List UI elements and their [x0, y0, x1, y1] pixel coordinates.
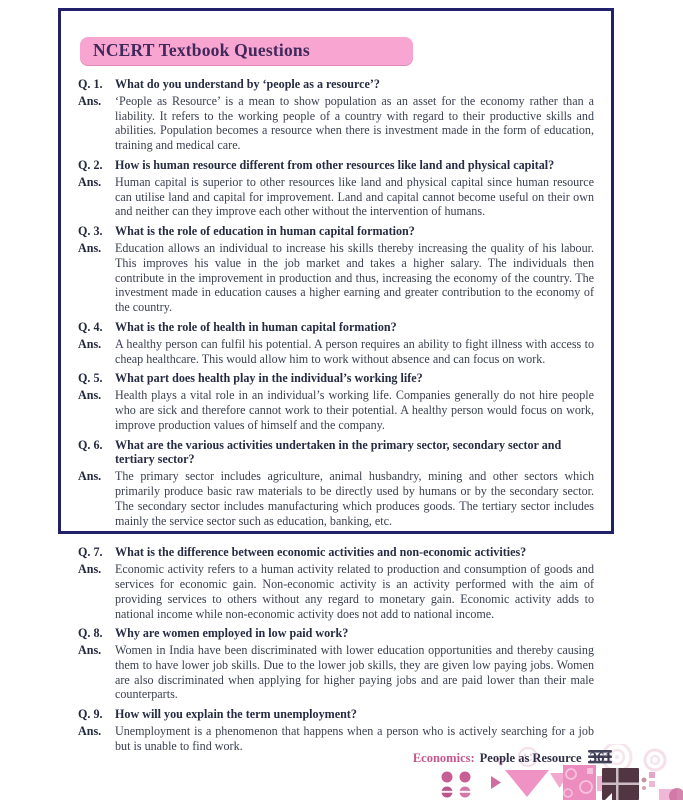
question-text: What do you understand by ‘people as a resource’?	[115, 77, 380, 91]
answer-label: Ans.	[78, 93, 102, 108]
answer-text: Economic activity refers to a human activity related to production and consumption of goods and services for economic gain. Non-economic activity is an activity performed with the aim of providing services to others without any regard to monetary gain. Economic activity adds to national income while non-economic activity does not add to national income.	[115, 562, 594, 621]
answer-text: Unemployment is a phenomenon that happens when a person who is actively searching for a job but is unable to find work.	[115, 724, 594, 753]
page-footer	[413, 750, 612, 767]
triangle-down-large-icon	[505, 770, 549, 797]
question-text: What are the various activities undertaken in the primary sector, secondary sector and tertiary sector?	[115, 437, 562, 467]
ncert-bordered-section	[58, 8, 614, 534]
answer-text: Women in India have been discriminated with lower education opportunities and thereby causing them to have lower job skills. Due to the lower job skills, they are given low paying jobs. Women are also discriminated when applying for higher paying jobs and are paid lower than their male counterparts.	[115, 643, 594, 702]
answer-text: ‘People as Resource’ is a mean to show population as an asset for the economy rather than a liability. It refers to the working people of a country with regard to their productive skills and abilities. Population becomes a resource when there is investment made in the form of education, training and medical care.	[115, 93, 594, 153]
question-label: Q. 4.	[78, 319, 103, 334]
question-text: How is human resource different from other resources like land and physical capital?	[115, 157, 555, 172]
edge-strip-decoration	[659, 788, 683, 800]
answer-text: Education allows an individual to increase his skills thereby increasing the quality of his labour. This improves his value in the job market and takes a higher salary. The individuals then contribute in the improvement in production and thus, increasing the economy of the country. The investment made in education causes a higher earning and greater contribution to the economy of the country.	[115, 240, 594, 315]
answer-label: Ans.	[78, 174, 102, 189]
side-accent-dots	[642, 772, 656, 790]
qa-block	[78, 320, 594, 366]
answer-text: Health plays a vital role in an individual’s working life. Companies generally do not hire people who are sick and therefore cannot work to their potential. A healthy person would focus on work, improve production values of himself and the company.	[115, 388, 594, 432]
qa-block	[78, 371, 594, 432]
answer-label: Ans.	[78, 469, 102, 484]
question-label: Q. 5.	[78, 371, 103, 386]
answer-label: Ans.	[78, 388, 102, 403]
window-grid-icon	[602, 768, 639, 800]
question-text: What part does health play in the individual’s working life?	[115, 371, 423, 386]
footer-chapter: People as Resource	[479, 751, 582, 765]
answer-label: Ans.	[78, 240, 102, 255]
question-label: Q. 8.	[78, 626, 103, 641]
answer-label: Ans.	[78, 336, 102, 351]
arrow-right-icon	[491, 776, 501, 789]
qa-block	[78, 224, 594, 315]
footer-subject: Economics:	[412, 751, 475, 765]
qa-block	[78, 77, 594, 153]
answer-text: The primary sector includes agriculture, animal husbandry, mining and other sectors which primarily produce basic raw materials to be directly used by humans or by the secondary sector. The secondary sector includes manufacturing which produces goods. The tertiary sector includes mainly the service sector such as education, banking, etc.	[115, 469, 594, 528]
question-label: Q. 3.	[78, 224, 103, 239]
target-circles-icon	[603, 744, 665, 771]
qa-list-below-box	[78, 545, 594, 753]
question-text: How will you explain the term unemployment?	[115, 707, 357, 722]
pattern-square-icon	[563, 765, 596, 800]
qa-block	[78, 438, 594, 529]
question-label: Q. 9.	[78, 707, 103, 722]
question-label: Q. 7.	[78, 545, 103, 560]
qa-block	[78, 158, 594, 219]
question-text: What is the difference between economic activities and non-economic activities?	[115, 545, 527, 560]
question-label: Q. 2.	[78, 157, 103, 172]
question-label: Q. 6.	[78, 437, 103, 452]
question-text: What is the role of health in human capital formation?	[115, 319, 397, 334]
dots-grid-icon	[440, 772, 471, 798]
question-text: What is the role of education in human capital formation?	[115, 224, 415, 239]
footer-page-number: 361	[589, 750, 612, 766]
answer-label: Ans.	[78, 562, 102, 577]
answer-label: Ans.	[78, 724, 102, 739]
section-banner: NCERT Textbook Questions	[80, 37, 413, 65]
answer-text: Human capital is superior to other resources like land and physical capital since human resource can utilise land and capital for improvement. Land and capital cannot become useful on their own and neither can they improve each other without the intervention of humans.	[115, 174, 594, 219]
answer-label: Ans.	[78, 643, 102, 658]
qa-block	[78, 545, 594, 621]
qa-block	[78, 626, 594, 702]
qa-list-inside-box	[78, 77, 594, 528]
question-text: Why are women employed in low paid work?	[115, 626, 349, 641]
question-label: Q. 1.	[78, 77, 103, 91]
answer-text: A healthy person can fulfil his potential. A person requires an ability to fight illness with access to cheap healthcare. This would allow him to work without absence and can focus on work.	[115, 336, 594, 366]
